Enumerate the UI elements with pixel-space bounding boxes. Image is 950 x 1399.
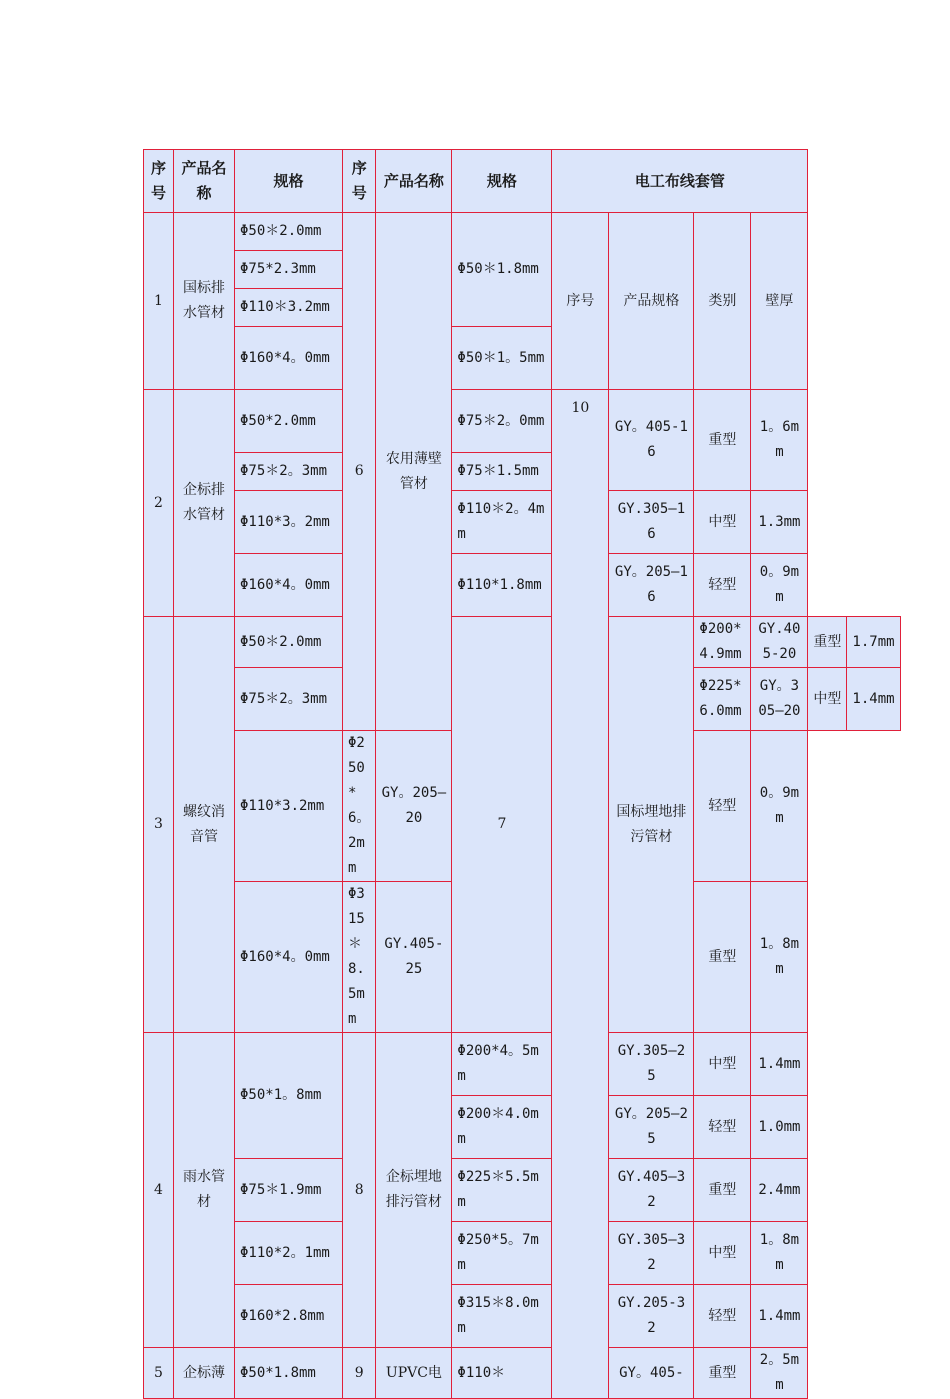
electric-thick: 1.0mm (751, 1096, 808, 1159)
electric-thick: 1。6mm (751, 390, 808, 491)
group-1-spec: Φ160*4。0mm (235, 327, 343, 390)
electric-spec: GY。405-16 (609, 390, 694, 491)
group-7-spec: Φ200*4.9mm (694, 617, 751, 668)
electric-spec: GY。205—20 (376, 731, 452, 882)
group-5-no: 5 (144, 1348, 174, 1399)
group-1-no: 1 (144, 213, 174, 390)
group-10-no: 10 (552, 390, 609, 1399)
group-6-spec: Φ50＊1。5mm (452, 327, 552, 390)
group-3-spec: Φ160*4。0mm (235, 882, 343, 1033)
group-4-spec: Φ50*1。8mm (235, 1033, 343, 1159)
group-7-name: 国标埋地排污管材 (609, 617, 694, 1033)
group-6-spec: Φ110*1.8mm (452, 554, 552, 617)
group-4-name: 雨水管材 (174, 1033, 235, 1348)
electric-type: 中型 (694, 491, 751, 554)
group-4-spec: Φ160*2.8mm (235, 1285, 343, 1348)
electric-spec: GY。205—25 (609, 1096, 694, 1159)
group-9-spec: Φ110＊ (452, 1348, 552, 1399)
group-4-spec: Φ75＊1.9mm (235, 1159, 343, 1222)
electric-thick: 1。8mm (751, 882, 808, 1033)
electric-spec: GY.205-32 (609, 1285, 694, 1348)
group-1-spec: Φ110＊3.2mm (235, 289, 343, 327)
electric-type: 重型 (694, 1159, 751, 1222)
group-1-spec: Φ50＊2.0mm (235, 213, 343, 251)
group-8-spec: Φ225＊5.5mm (452, 1159, 552, 1222)
electric-thick: 1.7mm (847, 617, 900, 668)
group-9-no: 9 (343, 1348, 376, 1399)
electric-type: 轻型 (694, 1285, 751, 1348)
electric-thick: 1.4mm (751, 1033, 808, 1096)
group-8-spec: Φ200＊4.0mm (452, 1096, 552, 1159)
electric-sub-thick: 壁厚 (751, 213, 808, 390)
electric-spec: GY.405-25 (376, 882, 452, 1033)
group-3-spec: Φ75＊2。3mm (235, 668, 343, 731)
group-8-no: 8 (343, 1033, 376, 1348)
group-9-name: UPVC电 (376, 1348, 452, 1399)
group-8-spec: Φ315＊8.0mm (452, 1285, 552, 1348)
group-3-spec: Φ110*3.2mm (235, 731, 343, 882)
electric-spec: GY.305—16 (609, 491, 694, 554)
electric-type: 重型 (694, 1348, 751, 1399)
group-1-name: 国标排水管材 (174, 213, 235, 390)
electric-thick: 1.3mm (751, 491, 808, 554)
group-7-spec: Φ250*6。2mm (343, 731, 376, 882)
electric-sub-type: 类别 (694, 213, 751, 390)
electric-sub-seq: 序号 (552, 213, 609, 390)
electric-spec: GY.305—25 (609, 1033, 694, 1096)
header-spec: 规格 (235, 150, 343, 213)
group-3-no: 3 (144, 617, 174, 1033)
group-6-no: 6 (343, 213, 376, 731)
electric-thick: 1.4mm (847, 668, 900, 731)
electric-type: 重型 (808, 617, 847, 668)
group-2-spec: Φ110*3。2mm (235, 491, 343, 554)
header-name-2: 产品名称 (376, 150, 452, 213)
group-5-name: 企标薄 (174, 1348, 235, 1399)
group-6-name: 农用薄壁管材 (376, 213, 452, 731)
group-2-spec: Φ160*4。0mm (235, 554, 343, 617)
electric-thick: 1。8mm (751, 1222, 808, 1285)
group-2-spec: Φ50*2.0mm (235, 390, 343, 453)
group-2-spec: Φ75＊2。3mm (235, 453, 343, 491)
electric-spec: GY.405-20 (751, 617, 808, 668)
group-8-spec: Φ200*4。5mm (452, 1033, 552, 1096)
group-1-spec: Φ75*2.3mm (235, 251, 343, 289)
group-7-spec: Φ225*6.0mm (694, 668, 751, 731)
electric-type: 中型 (694, 1033, 751, 1096)
product-spec-table (143, 149, 901, 1399)
group-7-no: 7 (452, 617, 552, 1033)
electric-thick: 1.4mm (751, 1285, 808, 1348)
group-8-spec: Φ250*5。7mm (452, 1222, 552, 1285)
electric-spec: GY.305—32 (609, 1222, 694, 1285)
electric-thick: 0。9mm (751, 554, 808, 617)
group-2-no: 2 (144, 390, 174, 617)
electric-type: 重型 (694, 882, 751, 1033)
group-6-spec: Φ75＊2。0mm (452, 390, 552, 453)
electric-thick: 2。5mm (751, 1348, 808, 1399)
electric-spec: GY。205—16 (609, 554, 694, 617)
header-name: 产品名称 (174, 150, 235, 213)
group-6-spec: Φ75＊1.5mm (452, 453, 552, 491)
header-electric-conduit: 电工布线套管 (552, 150, 808, 213)
electric-type: 轻型 (694, 731, 751, 882)
group-6-spec: Φ50＊1.8mm (452, 213, 552, 327)
header-seq: 序号 (144, 150, 174, 213)
electric-thick: 2.4mm (751, 1159, 808, 1222)
group-4-no: 4 (144, 1033, 174, 1348)
group-7-spec: Φ315＊8.5mm (343, 882, 376, 1033)
group-8-name: 企标埋地排污管材 (376, 1033, 452, 1348)
header-seq-2: 序号 (343, 150, 376, 213)
group-2-name: 企标排水管材 (174, 390, 235, 617)
header-spec-2: 规格 (452, 150, 552, 213)
electric-sub-spec: 产品规格 (609, 213, 694, 390)
electric-spec: GY。405- (609, 1348, 694, 1399)
electric-spec: GY。305—20 (751, 668, 808, 731)
electric-type: 轻型 (694, 554, 751, 617)
group-3-spec: Φ50＊2.0mm (235, 617, 343, 668)
group-5-spec: Φ50*1.8mm (235, 1348, 343, 1399)
electric-thick: 0。9mm (751, 731, 808, 882)
electric-spec: GY.405—32 (609, 1159, 694, 1222)
electric-type: 重型 (694, 390, 751, 491)
electric-type: 中型 (694, 1222, 751, 1285)
electric-type: 中型 (808, 668, 847, 731)
electric-type: 轻型 (694, 1096, 751, 1159)
group-3-name: 螺纹消音管 (174, 617, 235, 1033)
group-6-spec: Φ110＊2。4mm (452, 491, 552, 554)
group-4-spec: Φ110*2。1mm (235, 1222, 343, 1285)
